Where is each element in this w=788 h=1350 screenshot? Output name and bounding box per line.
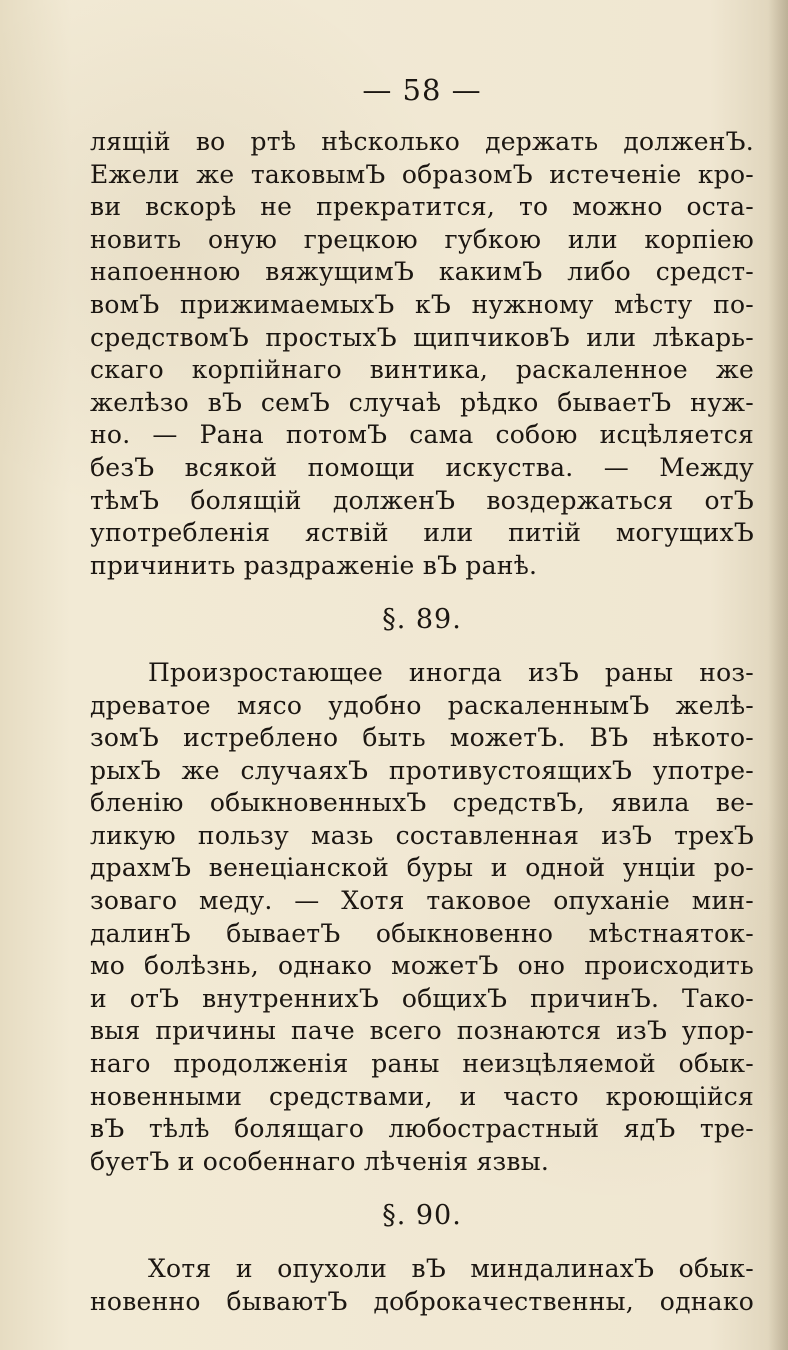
section-89-title: §. 89. xyxy=(382,604,462,636)
section-89-line-2: древатое мясо удобно раскаленнымЪ желѣ- xyxy=(90,690,754,720)
section-89-line-6: ликую пользу мазь составленная изЪ трехЪ xyxy=(90,820,754,850)
text-line-7: средствомЪ простыхЪ щипчиковЪ или лѣкарь- xyxy=(90,322,754,352)
section-89-line-5: бленію обыкновенныхЪ средствЪ, явила ве- xyxy=(90,788,754,818)
section-89-line-12: выя причины паче всего познаются изЪ упор- xyxy=(90,1016,754,1046)
section-89-line-4: рыхЪ же случаяхЪ противустоящихЪ употре- xyxy=(90,755,754,785)
section-90-line-1: Хотя и опухоли вЪ миндалинахЪ обык- xyxy=(148,1254,754,1283)
text-line-9: желѣзо вЪ семЪ случаѣ рѣдко бываетЪ нуж- xyxy=(90,387,754,417)
section-90-text xyxy=(90,1253,754,1318)
text-line-12: тѣмЪ болящій долженЪ воздержаться отЪ xyxy=(90,485,754,515)
page-number: — 58 — xyxy=(362,73,482,107)
section-89-line-3: зомЪ истреблено быть можетЪ. ВЪ нѣкото- xyxy=(90,723,754,753)
section-90-line-2: новенно бываютЪ доброкачественны, однако xyxy=(90,1286,754,1316)
page-content xyxy=(90,70,754,1340)
text-line-14: причинить раздраженіе вЪ ранѣ. xyxy=(90,550,538,580)
section-89-text xyxy=(90,657,754,1179)
section-89-line-14: новенными средствами, и часто кроющійся xyxy=(90,1081,754,1111)
text-line-5: напоенною вяжущимЪ какимЪ либо средст- xyxy=(90,257,754,287)
section-89-line-10: мо болѣзнь, однако можетЪ оно происходить xyxy=(90,951,754,981)
section-89-line-16: буетЪ и особеннаго лѣченія язвы. xyxy=(90,1146,550,1176)
continued-paragraph xyxy=(90,126,754,582)
section-89-line-8: зоваго меду. — Хотя таковое опуханіе мин- xyxy=(90,886,754,916)
section-89-line-9: далинЪ бываетЪ обыкновенно мѣстнаяток- xyxy=(90,918,754,948)
section-89-line-15: вЪ тѣлѣ болящаго любострастный ядЪ тре- xyxy=(90,1114,754,1144)
section-90-title: §. 90. xyxy=(382,1200,462,1232)
section-89-line-1: Произростающее иногда изЪ раны ноз- xyxy=(148,657,754,687)
section-89-line-13: наго продолженія раны неизцѣляемой обык- xyxy=(90,1049,754,1079)
text-line-10: но. — Рана потомЪ сама собою исцѣляется xyxy=(90,420,754,450)
section-89-line-11: и отЪ внутреннихЪ общихЪ причинЪ. Тако- xyxy=(90,983,754,1013)
text-line-2: Ежели же таковымЪ образомЪ истеченіе кро- xyxy=(90,159,754,189)
text-line-1: лящій во ртѣ нѣсколько держать долженЪ. xyxy=(90,127,754,156)
text-line-6: вомЪ прижимаемыхЪ кЪ нужному мѣсту по- xyxy=(90,289,754,319)
text-line-3: ви вскорѣ не прекратится, то можно оста- xyxy=(90,192,754,222)
text-line-8: скаго корпійнаго винтика, раскаленное же xyxy=(90,355,754,385)
text-line-11: безЪ всякой помощи искуства. — Между xyxy=(90,452,754,482)
text-line-4: новить оную грецкою губкою или корпіею xyxy=(90,224,754,254)
page-edge-shadow xyxy=(768,0,788,1350)
section-89-line-7: драхмЪ венеціанской буры и одной унціи ро- xyxy=(90,853,754,883)
text-line-13: употребленія яствій или питій могущихЪ xyxy=(90,518,754,548)
